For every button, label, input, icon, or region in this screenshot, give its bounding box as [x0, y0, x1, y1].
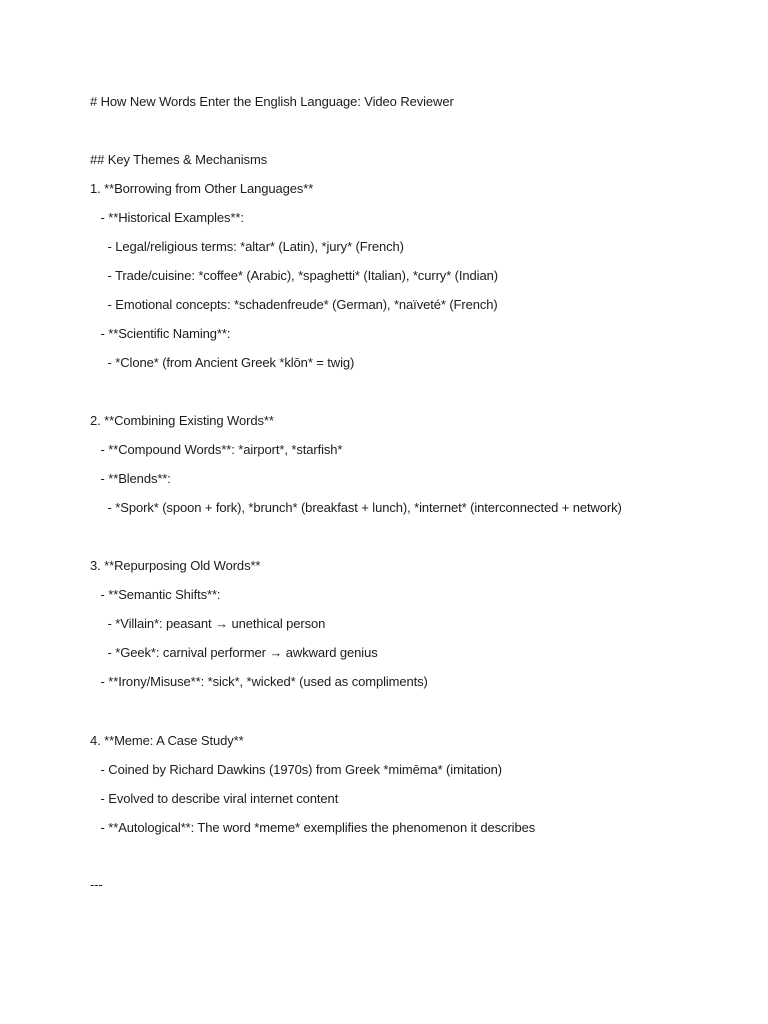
- list-item-heading: 1. **Borrowing from Other Languages**: [90, 181, 314, 196]
- list-subsubitem: - Legal/religious terms: *altar* (Latin), *jury* (French): [90, 239, 404, 254]
- list-subsubitem: - *Clone* (from Ancient Greek *klōn* = twig): [90, 355, 355, 370]
- list-subitem: - **Compound Words**: *airport*, *starfish*: [90, 442, 343, 457]
- list-subitem: - Evolved to describe viral internet content: [90, 791, 339, 806]
- list-subsubitem: - *Villain*: peasant → unethical person: [90, 616, 326, 631]
- list-subsubitem: - *Spork* (spoon + fork), *brunch* (breakfast + lunch), *internet* (interconnected + network): [90, 500, 622, 515]
- section-heading: ## Key Themes & Mechanisms: [90, 152, 268, 167]
- list-subitem: - **Historical Examples**:: [90, 210, 244, 225]
- list-subitem: - **Autological**: The word *meme* exemplifies the phenomenon it describes: [90, 820, 536, 835]
- list-item-heading: 4. **Meme: A Case Study**: [90, 733, 244, 748]
- list-subitem: - **Scientific Naming**:: [90, 326, 231, 341]
- list-subitem: - Coined by Richard Dawkins (1970s) from Greek *mimēma* (imitation): [90, 762, 503, 777]
- list-item-heading: 3. **Repurposing Old Words**: [90, 558, 261, 573]
- list-subsubitem: - Trade/cuisine: *coffee* (Arabic), *spaghetti* (Italian), *curry* (Indian): [90, 268, 498, 283]
- list-subsubitem: - Emotional concepts: *schadenfreude* (German), *naïveté* (French): [90, 297, 498, 312]
- horizontal-rule-text: ---: [90, 877, 103, 892]
- document-title: # How New Words Enter the English Language: Video Reviewer: [90, 94, 454, 109]
- list-subitem: - **Semantic Shifts**:: [90, 587, 221, 602]
- list-item-heading: 2. **Combining Existing Words**: [90, 413, 274, 428]
- list-subitem: - **Blends**:: [90, 471, 171, 486]
- list-subsubitem: - *Geek*: carnival performer → awkward genius: [90, 645, 378, 660]
- list-subitem: - **Irony/Misuse**: *sick*, *wicked* (used as compliments): [90, 674, 428, 689]
